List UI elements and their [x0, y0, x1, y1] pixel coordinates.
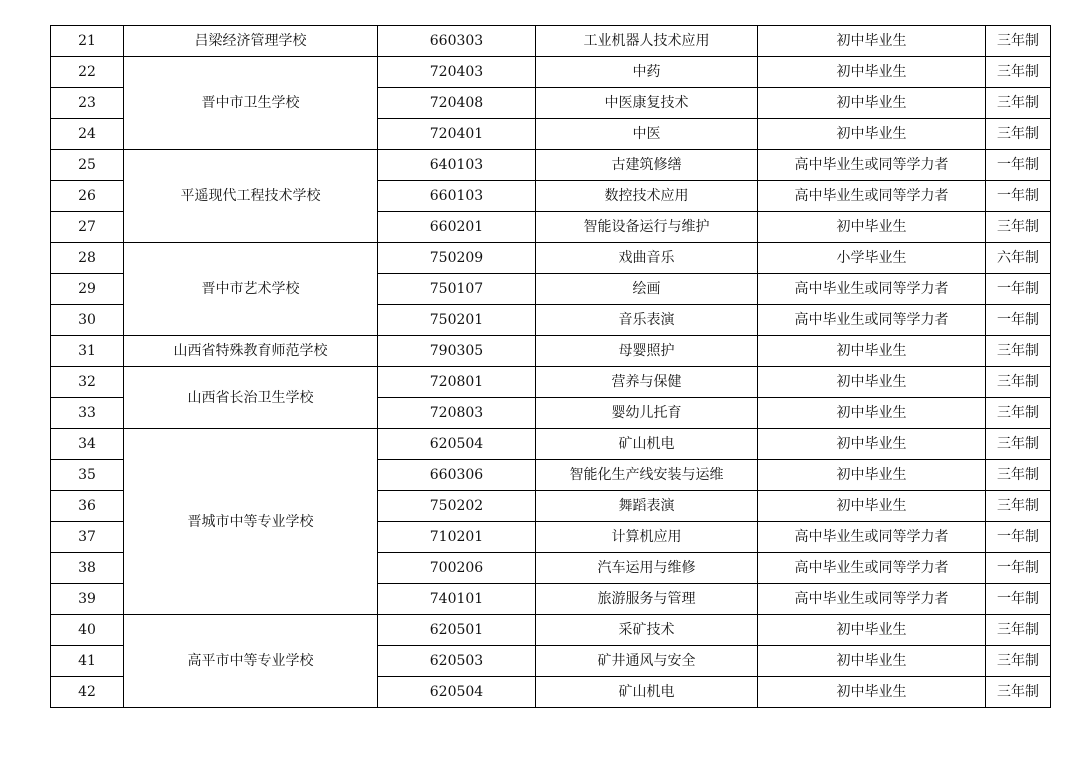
major-code: 700206 [378, 553, 536, 584]
table-row [51, 367, 1051, 398]
admission-requirement: 高中毕业生或同等学力者 [758, 553, 986, 584]
row-number: 34 [51, 429, 124, 460]
program-length: 一年制 [986, 150, 1051, 181]
row-number: 42 [51, 677, 124, 708]
admission-requirement: 初中毕业生 [758, 615, 986, 646]
table-row [51, 57, 1051, 88]
major-name: 中药 [536, 57, 758, 88]
program-length: 三年制 [986, 398, 1051, 429]
major-name: 矿山机电 [536, 429, 758, 460]
school-name: 山西省特殊教育师范学校 [124, 336, 378, 367]
major-code: 720801 [378, 367, 536, 398]
major-code: 790305 [378, 336, 536, 367]
document-page [50, 25, 1050, 708]
major-name: 计算机应用 [536, 522, 758, 553]
row-number: 22 [51, 57, 124, 88]
major-name: 母婴照护 [536, 336, 758, 367]
major-code: 750202 [378, 491, 536, 522]
major-code: 620503 [378, 646, 536, 677]
row-number: 29 [51, 274, 124, 305]
enrollment-table [50, 25, 1051, 708]
admission-requirement: 初中毕业生 [758, 57, 986, 88]
program-length: 一年制 [986, 584, 1051, 615]
row-number: 21 [51, 26, 124, 57]
row-number: 32 [51, 367, 124, 398]
admission-requirement: 初中毕业生 [758, 26, 986, 57]
major-name: 采矿技术 [536, 615, 758, 646]
major-code: 620501 [378, 615, 536, 646]
program-length: 三年制 [986, 646, 1051, 677]
admission-requirement: 高中毕业生或同等学力者 [758, 181, 986, 212]
major-code: 640103 [378, 150, 536, 181]
program-length: 三年制 [986, 460, 1051, 491]
program-length: 一年制 [986, 522, 1051, 553]
major-code: 750209 [378, 243, 536, 274]
major-name: 中医康复技术 [536, 88, 758, 119]
program-length: 三年制 [986, 367, 1051, 398]
program-length: 一年制 [986, 274, 1051, 305]
admission-requirement: 初中毕业生 [758, 336, 986, 367]
row-number: 41 [51, 646, 124, 677]
major-code: 660306 [378, 460, 536, 491]
admission-requirement: 高中毕业生或同等学力者 [758, 150, 986, 181]
major-name: 营养与保健 [536, 367, 758, 398]
admission-requirement: 小学毕业生 [758, 243, 986, 274]
admission-requirement: 初中毕业生 [758, 119, 986, 150]
admission-requirement: 初中毕业生 [758, 429, 986, 460]
major-name: 舞蹈表演 [536, 491, 758, 522]
program-length: 三年制 [986, 119, 1051, 150]
major-name: 矿山机电 [536, 677, 758, 708]
school-name: 吕梁经济管理学校 [124, 26, 378, 57]
major-name: 工业机器人技术应用 [536, 26, 758, 57]
row-number: 26 [51, 181, 124, 212]
row-number: 38 [51, 553, 124, 584]
admission-requirement: 初中毕业生 [758, 646, 986, 677]
school-name: 高平市中等专业学校 [124, 615, 378, 708]
major-code: 620504 [378, 429, 536, 460]
row-number: 39 [51, 584, 124, 615]
major-name: 旅游服务与管理 [536, 584, 758, 615]
major-name: 绘画 [536, 274, 758, 305]
school-name: 晋城市中等专业学校 [124, 429, 378, 615]
major-code: 750201 [378, 305, 536, 336]
admission-requirement: 高中毕业生或同等学力者 [758, 274, 986, 305]
program-length: 三年制 [986, 429, 1051, 460]
major-code: 720803 [378, 398, 536, 429]
program-length: 三年制 [986, 212, 1051, 243]
row-number: 27 [51, 212, 124, 243]
major-code: 660201 [378, 212, 536, 243]
row-number: 25 [51, 150, 124, 181]
table-row [51, 336, 1051, 367]
row-number: 24 [51, 119, 124, 150]
row-number: 36 [51, 491, 124, 522]
program-length: 三年制 [986, 336, 1051, 367]
program-length: 三年制 [986, 615, 1051, 646]
program-length: 一年制 [986, 181, 1051, 212]
row-number: 35 [51, 460, 124, 491]
admission-requirement: 初中毕业生 [758, 88, 986, 119]
major-code: 710201 [378, 522, 536, 553]
admission-requirement: 初中毕业生 [758, 398, 986, 429]
table-row [51, 150, 1051, 181]
admission-requirement: 初中毕业生 [758, 677, 986, 708]
school-name: 平遥现代工程技术学校 [124, 150, 378, 243]
program-length: 一年制 [986, 553, 1051, 584]
program-length: 三年制 [986, 57, 1051, 88]
admission-requirement: 初中毕业生 [758, 460, 986, 491]
school-name: 山西省长治卫生学校 [124, 367, 378, 429]
major-name: 汽车运用与维修 [536, 553, 758, 584]
admission-requirement: 高中毕业生或同等学力者 [758, 305, 986, 336]
major-code: 660103 [378, 181, 536, 212]
major-code: 620504 [378, 677, 536, 708]
admission-requirement: 初中毕业生 [758, 367, 986, 398]
major-name: 音乐表演 [536, 305, 758, 336]
admission-requirement: 高中毕业生或同等学力者 [758, 522, 986, 553]
table-row [51, 243, 1051, 274]
school-name: 晋中市艺术学校 [124, 243, 378, 336]
major-code: 720403 [378, 57, 536, 88]
row-number: 30 [51, 305, 124, 336]
row-number: 23 [51, 88, 124, 119]
major-code: 720401 [378, 119, 536, 150]
program-length: 六年制 [986, 243, 1051, 274]
program-length: 三年制 [986, 88, 1051, 119]
table-row [51, 429, 1051, 460]
row-number: 28 [51, 243, 124, 274]
major-name: 古建筑修缮 [536, 150, 758, 181]
row-number: 31 [51, 336, 124, 367]
major-code: 660303 [378, 26, 536, 57]
major-name: 中医 [536, 119, 758, 150]
major-name: 智能化生产线安装与运维 [536, 460, 758, 491]
admission-requirement: 初中毕业生 [758, 491, 986, 522]
major-name: 矿井通风与安全 [536, 646, 758, 677]
major-code: 750107 [378, 274, 536, 305]
program-length: 三年制 [986, 491, 1051, 522]
table-body [51, 26, 1051, 708]
school-name: 晋中市卫生学校 [124, 57, 378, 150]
row-number: 40 [51, 615, 124, 646]
admission-requirement: 初中毕业生 [758, 212, 986, 243]
major-name: 戏曲音乐 [536, 243, 758, 274]
table-row [51, 615, 1051, 646]
program-length: 一年制 [986, 305, 1051, 336]
major-code: 740101 [378, 584, 536, 615]
major-name: 智能设备运行与维护 [536, 212, 758, 243]
program-length: 三年制 [986, 677, 1051, 708]
admission-requirement: 高中毕业生或同等学力者 [758, 584, 986, 615]
major-name: 婴幼儿托育 [536, 398, 758, 429]
major-name: 数控技术应用 [536, 181, 758, 212]
table-row [51, 26, 1051, 57]
row-number: 33 [51, 398, 124, 429]
major-code: 720408 [378, 88, 536, 119]
row-number: 37 [51, 522, 124, 553]
program-length: 三年制 [986, 26, 1051, 57]
